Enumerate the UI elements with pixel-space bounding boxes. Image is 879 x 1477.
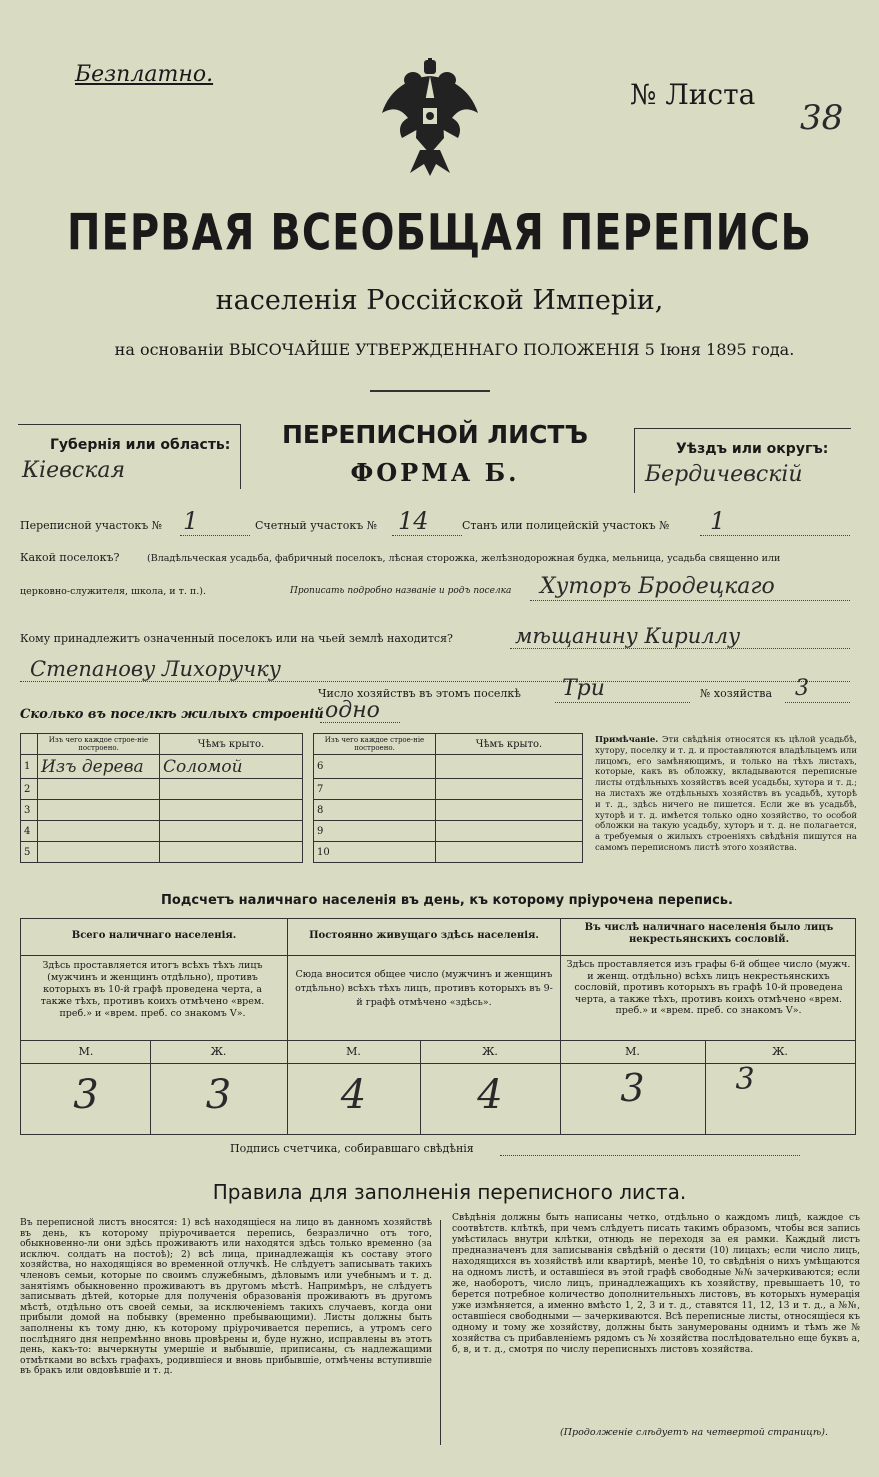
count-value: 3 xyxy=(73,1072,99,1118)
census-area-value: 1 xyxy=(183,507,199,535)
building-row: 4 xyxy=(21,821,303,842)
count-value: 3 xyxy=(620,1066,645,1110)
count-col1-head: Всего наличнаго населенія. xyxy=(71,930,237,941)
district-value: Бердичевскій xyxy=(645,462,803,487)
building-row: 7 xyxy=(314,779,583,800)
households-value: Три xyxy=(562,676,605,701)
roof-header-right: Чѣмъ крыто. xyxy=(436,734,583,755)
census-area-label: Переписной участокъ № xyxy=(20,519,163,532)
census-basis: на основаніи ВЫСОЧАЙШЕ УТВЕРЖДЕННАГО ПОЛОЖЕНІЯ 5 Іюня 1895 года. xyxy=(114,340,795,359)
province-value: Кіевская xyxy=(22,458,126,483)
count-title: Подсчетъ наличнаго населенія въ день, къ которому пріурочена перепись. xyxy=(161,893,733,908)
owner-label: Кому принадлежитъ означенный поселокъ или на чьей землѣ находится? xyxy=(20,632,453,645)
building-row: 2 xyxy=(21,779,303,800)
building-row: 10 xyxy=(314,842,583,863)
count-col3-head: Въ числѣ наличнаго населенія было лицъ некрестьянскихъ сословій. xyxy=(584,922,834,945)
building-row: 3 xyxy=(21,800,303,821)
owner-line-1 xyxy=(510,648,850,649)
free-label: Безплатно. xyxy=(75,62,214,87)
note-text: Эти свѣдѣнія относятся къ цѣлой усадьбѣ, хутору, поселку и т. д. и проставляются владѣльцемъ или лицомъ, его замѣняющимъ, и только на тѣхъ листахъ, которые, какъ въ обложку, вкладываются переписные листы отдѣльныхъ хозяйствъ всей усадьбы, хутора и т. д.; на листахъ же отдѣльныхъ хозяйствъ въ усадьбѣ, хуторѣ и т. д., здѣсь ничего не пишется. Если же въ усадьбѣ, хуторѣ и т. д. имѣется только одно хозяйство, то особой обложки на такую усадьбу, хуторъ и т. д. не полагается, а требуемыя о жилыхъ строеніяхъ свѣдѣнія пишутся на самомъ переписномъ листѣ этого хозяйства. xyxy=(595,735,857,853)
count-area-value: 14 xyxy=(398,507,429,535)
owner-line-2 xyxy=(20,681,850,682)
settlement-label: Какой поселокъ? xyxy=(20,551,120,564)
sheet-number-value: 38 xyxy=(800,98,844,138)
count-head-line xyxy=(20,955,856,956)
form-label: ФОРМА Б. xyxy=(350,458,520,487)
note-title: Примѣчаніе. xyxy=(595,735,659,745)
male-label: М. xyxy=(625,1045,640,1058)
sheet-type-title: ПЕРЕПИСНОЙ ЛИСТЪ xyxy=(282,420,588,449)
building-roof: Соломой xyxy=(160,755,303,779)
station-value: 1 xyxy=(710,507,726,535)
building-row: 5 xyxy=(21,842,303,863)
building-row: 9 xyxy=(314,821,583,842)
buildings-line xyxy=(320,722,400,723)
buildings-table-left xyxy=(20,733,303,863)
settlement-instruction: Прописать подробно названіе и родъ поселка xyxy=(290,586,512,596)
signature-line xyxy=(500,1155,800,1156)
count-col2-head: Постоянно живущаго здѣсь населенія. xyxy=(309,930,539,941)
rules-title: Правила для заполненія переписного листа. xyxy=(212,1180,687,1204)
rules-divider xyxy=(440,1220,441,1445)
building-row: 6 xyxy=(314,755,583,779)
rules-continued: (Продолженіе слѣдуетъ на четвертой страницѣ). xyxy=(560,1427,828,1438)
buildings-label: Сколько въ поселкѣ жилыхъ строеній xyxy=(20,707,324,722)
rules-right: Свѣдѣнія должны быть написаны четко, отдѣльно о каждомъ лицѣ, каждое съ соотвѣтств. клѣткѣ, при чемъ слѣдуетъ писать такимъ образомъ, чтобы вся запись умѣстилась внутри клѣтки, отнюдь не переходя за ея рамки. Каждый листъ предназначенъ для записыванія свѣдѣній о десяти (10) лицахъ; если число лицъ, находящихся въ хозяйствѣ или квартирѣ, менѣе 10, то свѣдѣнія о нихъ умѣщаются на одномъ листѣ, и оставшіеся въ этой графѣ свободные №№ зачеркиваются; если же, наоборотъ, число лицъ, принадлежащихъ къ хозяйству, превышаетъ 10, то берется потребное количество дополнительныхъ листовъ, въ которыхъ нумерація уже измѣняется, а именно вмѣсто 1, 2, 3 и т. д., ставятся 11, 12, 13 и т. д., а №№, оставшіеся свободными — зачеркиваются. Всѣ переписные листы, относящіеся къ одному и тому же хозяйству, должны быть занумерованы однимъ и тѣмъ же № хозяйства съ прибавленіемъ рядомъ съ № хозяйства послѣдовательно еще буквъ а, б, в, и т. д., смотря по числу переписныхъ листовъ хозяйства. xyxy=(452,1212,860,1355)
imperial-eagle-emblem xyxy=(380,58,480,178)
settlement-hint-2: церковно-служителя, школа, и т. п.). xyxy=(20,586,206,597)
male-label: М. xyxy=(346,1045,361,1058)
households-label: Число хозяйствъ въ этомъ поселкѣ xyxy=(318,687,521,700)
count-area-line xyxy=(392,535,462,536)
count-col2-desc: Сюда вносится общее число (мужчинъ и женщинъ отдѣльно) всѣхъ тѣхъ лицъ, противъ которыхъ въ 9-й графѣ отмѣчено «здѣсь». xyxy=(295,969,553,1008)
count-value: 3 xyxy=(735,1062,755,1097)
count-value: 3 xyxy=(205,1072,232,1118)
census-subtitle: населенія Россійской Имперіи, xyxy=(215,285,664,316)
owner-value-2: Степанову Лихоручку xyxy=(30,657,281,681)
buildings-note xyxy=(595,735,857,854)
owner-value-1: мѣщанину Кириллу xyxy=(515,624,741,648)
title-divider xyxy=(370,390,490,392)
male-label: М. xyxy=(78,1045,94,1058)
buildings-value: одно xyxy=(325,698,380,723)
settlement-hint: (Владѣльческая усадьба, фабричный поселокъ, лѣсная сторожка, желѣзнодорожная будка, мельница, усадьба священно или xyxy=(147,553,781,564)
count-value: 4 xyxy=(340,1072,367,1118)
census-title: ПЕРВАЯ ВСЕОБЩАЯ ПЕРЕПИСЬ xyxy=(67,204,812,262)
count-desc-line xyxy=(20,1040,856,1041)
building-material: Изъ дерева xyxy=(38,755,160,779)
rules-left: Въ переписной листъ вносятся: 1) всѣ находящіеся на лицо въ данномъ хозяйствѣ въ день, къ которому пріурочивается перепись, безразлично отъ того, обыкновенно-ли они здѣсь проживаютъ или находятся здѣсь только временно (за исключ. солдатъ на постоѣ); 2) всѣ лица, принадлежащія къ составу этого хозяйства, но находящіяся во временной отлучкѣ. Не слѣдуетъ записывать такихъ членовъ семьи, которые по своимъ служебнымъ, дѣловымъ или учебнымъ и т. д. занятіямъ обыкновенно проживаютъ въ другомъ мѣстѣ. Напримѣръ, не слѣдуетъ записывать дѣтей, которые для полученія образованія проживаютъ въ другомъ мѣстѣ, отдѣльно отъ своей семьи, за исключеніемъ такихъ случаевъ, когда они прибыли домой на побывку (временно пребывающими). Листы должны быть заполнены къ тому дню, къ которому пріурочивается перепись, а утромъ сего послѣдняго дня непремѣнно вновь провѣрены и, буде нужно, исправлены въ этотъ день, какъ-то: вычеркнуты умершіе и выбывшіе, приписаны, съ надлежащими отмѣтками во всѣхъ графахъ, родившіеся и вновь прибывшіе, отмѣчены вступившіе въ бракъ или овдовѣвшіе и т. д. xyxy=(20,1217,432,1377)
household-number-line xyxy=(785,702,850,703)
material-header-right: Изъ чего каждое строе-ніе построено. xyxy=(314,734,436,755)
female-label: Ж. xyxy=(772,1045,788,1058)
female-label: Ж. xyxy=(210,1045,227,1058)
count-col3-desc: Здѣсь проставляется изъ графы 6-й общее число (мужч. и женщ. отдѣльно) всѣхъ лицъ некрестьянскихъ сословій, противъ которыхъ въ графѣ 10-й проведена черта, а также тѣхъ, противъ коихъ отмѣчено «врем. преб.» и «врем. преб. со знакомъ V». xyxy=(566,959,851,1016)
station-line xyxy=(700,535,850,536)
count-value: 4 xyxy=(477,1072,503,1118)
district-label: Уѣздъ или округъ: xyxy=(676,441,829,457)
station-label: Станъ или полицейскій участокъ № xyxy=(462,519,670,532)
census-area-line xyxy=(180,535,250,536)
signature-label: Подпись счетчика, собиравшаго свѣдѣнія xyxy=(230,1142,474,1155)
building-row: 1 Изъ дерева Соломой xyxy=(21,755,303,779)
roof-header: Чѣмъ крыто. xyxy=(160,734,303,755)
settlement-value: Хуторъ Бродецкаго xyxy=(540,574,775,599)
building-row: 8 xyxy=(314,800,583,821)
household-number-label: № хозяйства xyxy=(700,687,772,700)
female-label: Ж. xyxy=(482,1045,498,1058)
count-col1-desc: Здѣсь проставляется итогъ всѣхъ тѣхъ лицъ (мужчинъ и женщинъ отдѣльно), противъ которыхъ въ 10-й графѣ проведена черта, а также тѣхъ, противъ коихъ отмѣчено «врем. преб.» и «врем. преб. со знакомъ V». xyxy=(40,960,265,1019)
sheet-number-label: № Листа xyxy=(630,78,756,111)
settlement-line xyxy=(530,600,850,601)
households-line xyxy=(555,702,690,703)
household-number-value: 3 xyxy=(795,676,809,701)
buildings-table-right xyxy=(313,733,583,863)
count-area-label: Счетный участокъ № xyxy=(255,519,378,532)
province-label: Губернія или область: xyxy=(50,437,231,453)
material-header: Изъ чего каждое строе-ніе построено. xyxy=(38,734,160,755)
